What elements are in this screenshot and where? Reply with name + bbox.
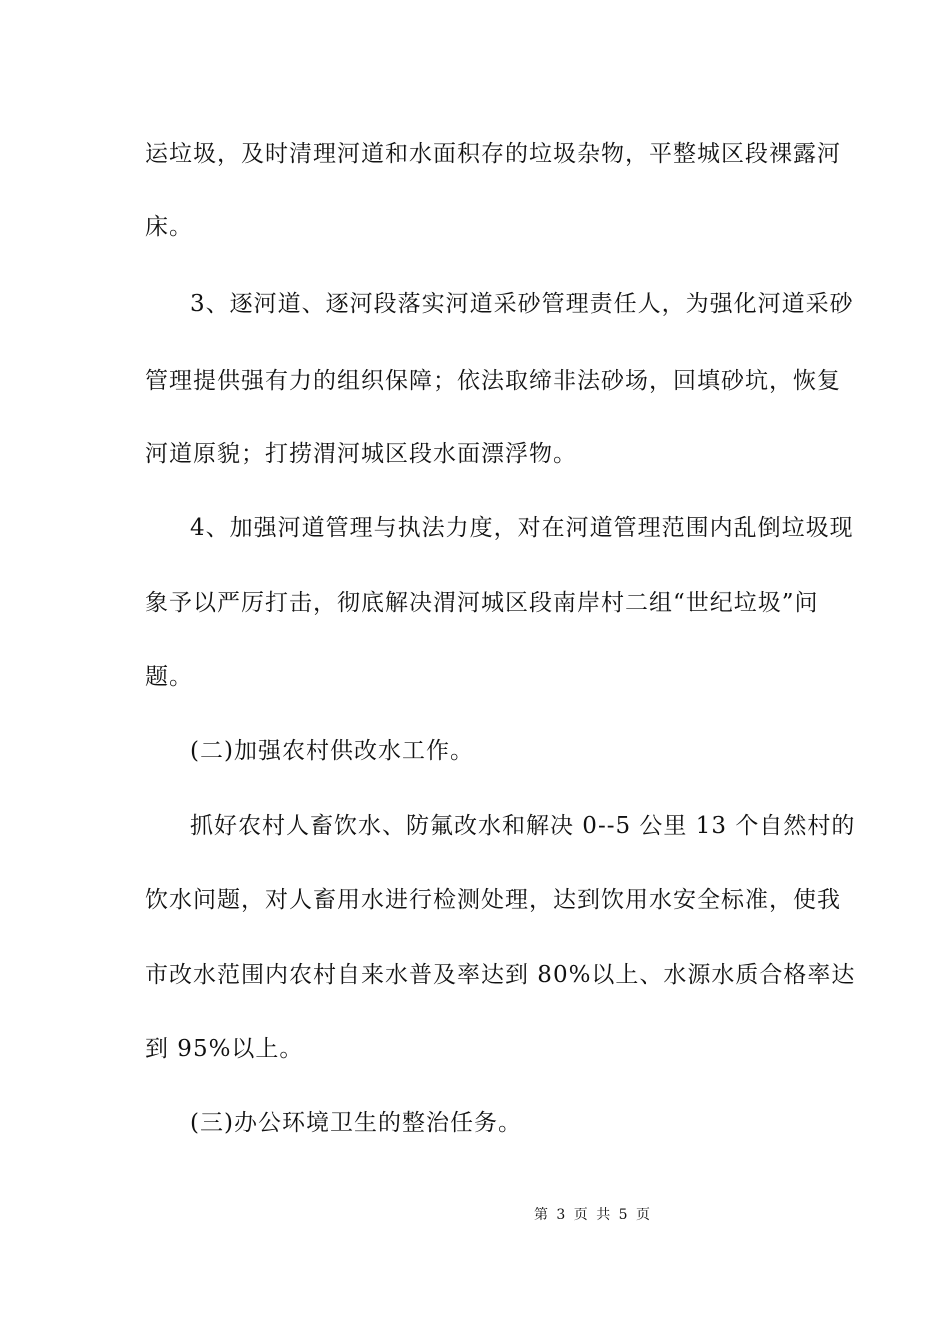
paragraph-line: 运垃圾，及时清理河道和水面积存的垃圾杂物，平整城区段裸露河 xyxy=(145,141,841,167)
paragraph-line: 河道原貌；打捞渭河城区段水面漂浮物。 xyxy=(145,441,577,467)
paragraph-line: 到 95%以上。 xyxy=(145,1036,304,1062)
paragraph-line: 市改水范围内农村自来水普及率达到 80%以上、水源水质合格率达 xyxy=(145,962,856,988)
section-heading: (二)加强农村供改水工作。 xyxy=(190,738,474,764)
paragraph-line: 象予以严厉打击，彻底解决渭河城区段南岸村二组“世纪垃圾”问 xyxy=(145,590,819,616)
section-heading: (三)办公环境卫生的整治任务。 xyxy=(190,1110,522,1136)
paragraph-line: 床。 xyxy=(145,214,193,240)
paragraph-line: 管理提供强有力的组织保障；依法取缔非法砂场，回填砂坑，恢复 xyxy=(145,368,841,394)
page-number-footer: 第 3 页 共 5 页 xyxy=(533,1207,653,1223)
paragraph-line: 抓好农村人畜饮水、防氟改水和解决 0--5 公里 13 个自然村的 xyxy=(190,813,856,839)
paragraph-line: 题。 xyxy=(145,664,193,690)
paragraph-line: 4、加强河道管理与执法力度，对在河道管理范围内乱倒垃圾现 xyxy=(190,515,854,541)
paragraph-line: 3、逐河道、逐河段落实河道采砂管理责任人，为强化河道采砂 xyxy=(190,291,854,317)
paragraph-line: 饮水问题，对人畜用水进行检测处理，达到饮用水安全标准，使我 xyxy=(145,887,841,913)
